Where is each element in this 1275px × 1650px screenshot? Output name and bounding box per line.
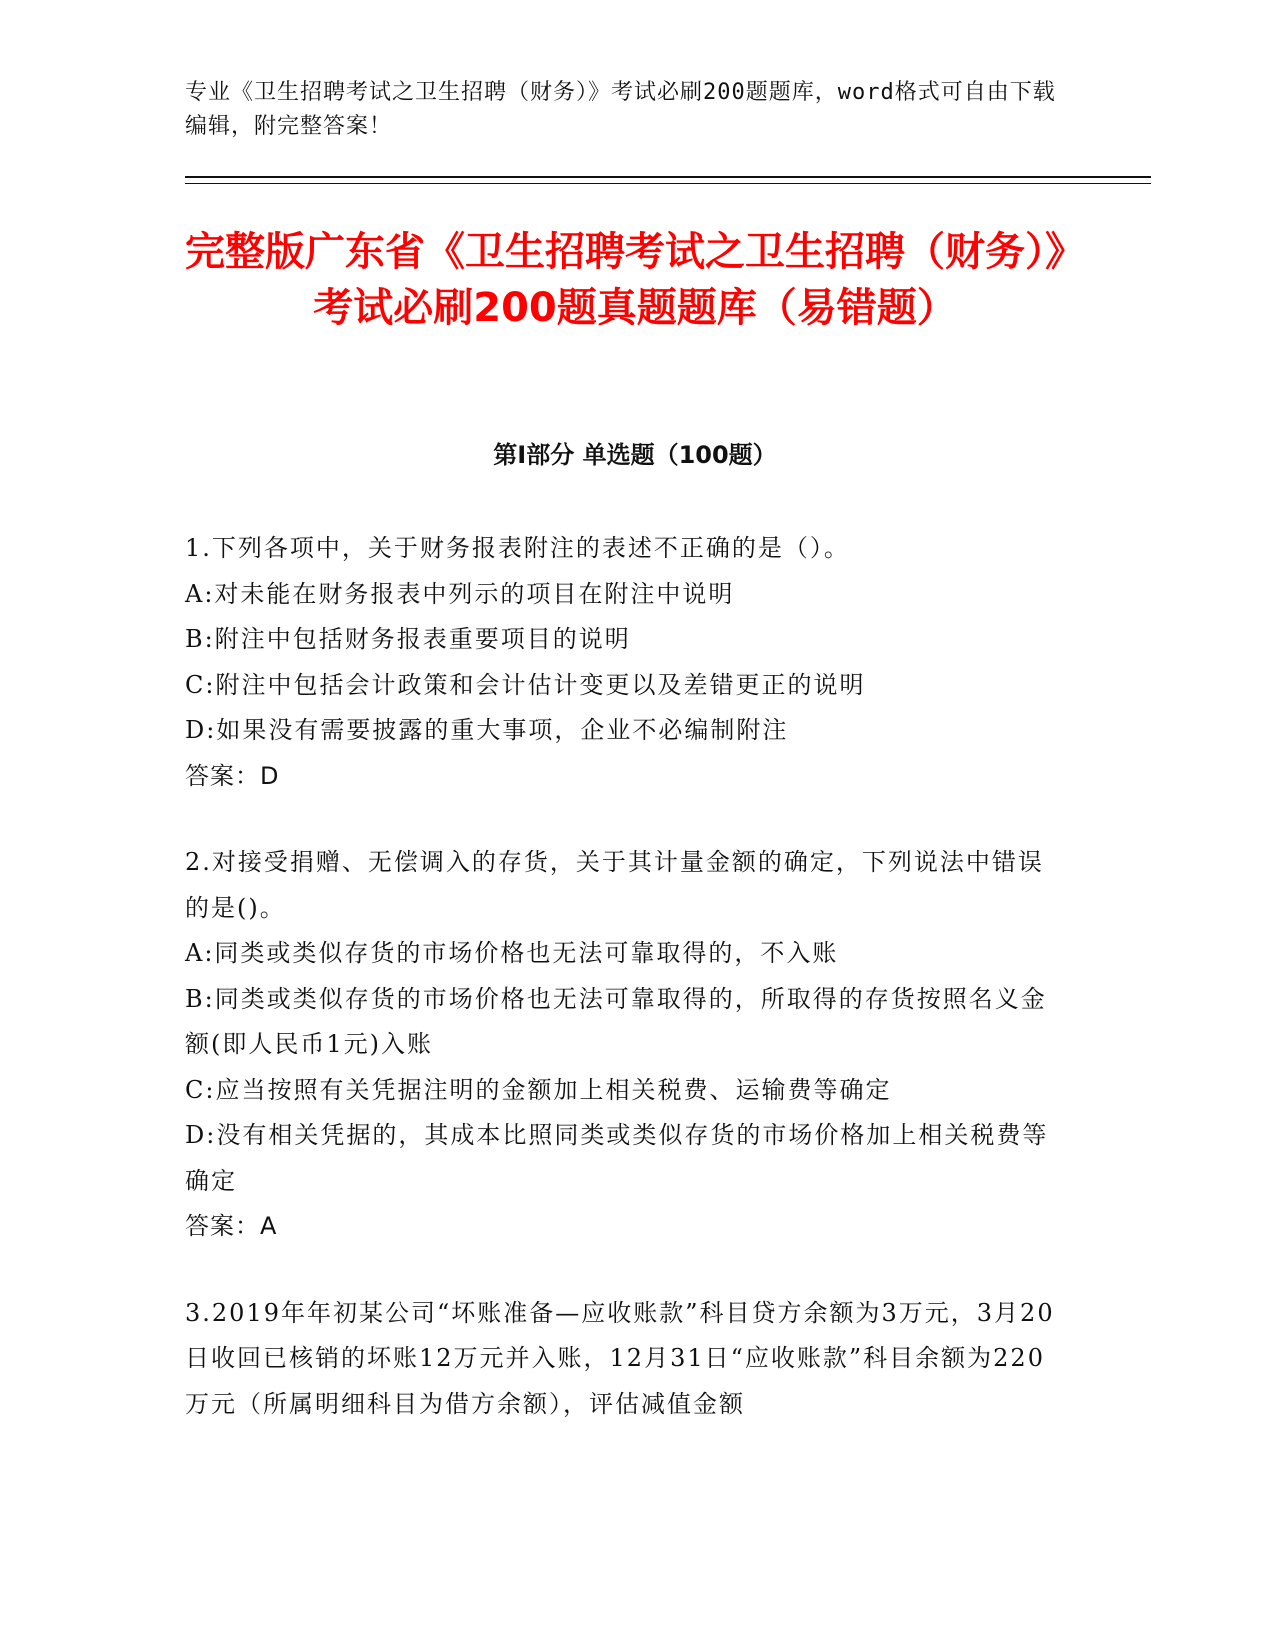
header-divider-thin: [185, 183, 1151, 184]
option-c: C:附注中包括会计政策和会计估计变更以及差错更正的说明: [185, 670, 866, 699]
question-list: [185, 526, 1065, 1468]
header-note: 专业《卫生招聘考试之卫生招聘（财务）》考试必刷200题题库，word格式可自由下载编辑，附完整答案！: [185, 80, 1056, 139]
question-stem: 2.对接受捐赠、无偿调入的存货，关于其计量金额的确定，下列说法中错误的是()。: [185, 848, 1044, 922]
option-c: C:应当按照有关凭据注明的金额加上相关税费、运输费等确定: [185, 1075, 892, 1104]
option-b: B:附注中包括财务报表重要项目的说明: [185, 625, 631, 653]
answer: 答案：A: [185, 1212, 278, 1240]
option-b: B:同类或类似存货的市场价格也无法可靠取得的，所取得的存货按照名义金额(即人民币1元)入账: [185, 984, 1047, 1058]
option-d: D:如果没有需要披露的重大事项，企业不必编制附注: [185, 716, 789, 744]
header-divider-thick: [185, 176, 1151, 178]
option-d: D:没有相关凭据的，其成本比照同类或类似存货的市场价格加上相关税费等确定: [185, 1121, 1049, 1195]
question-2: [185, 840, 1065, 1250]
option-a: A:对未能在财务报表中列示的项目在附注中说明: [185, 579, 735, 608]
section-heading: 第I部分 单选题（100题）: [493, 441, 777, 469]
question-stem: 1.下列各项中，关于财务报表附注的表述不正确的是（）。: [185, 534, 850, 562]
answer: 答案：D: [185, 761, 280, 790]
question-1: [185, 526, 1065, 799]
option-a: A:同类或类似存货的市场价格也无法可靠取得的，不入账: [185, 939, 839, 967]
document-title: 完整版广东省《卫生招聘考试之卫生招聘（财务）》考试必刷200题真题题库（易错题）: [185, 229, 1085, 331]
question-3: [185, 1291, 1065, 1428]
question-stem: 3.2019年年初某公司“坏账准备—应收账款”科目贷方余额为3万元，3月20日收回已核销的坏账12万元并入账，12月31日“应收账款”科目余额为220万元（所属明细科目为借方余额），评估减值金额: [185, 1298, 1055, 1418]
